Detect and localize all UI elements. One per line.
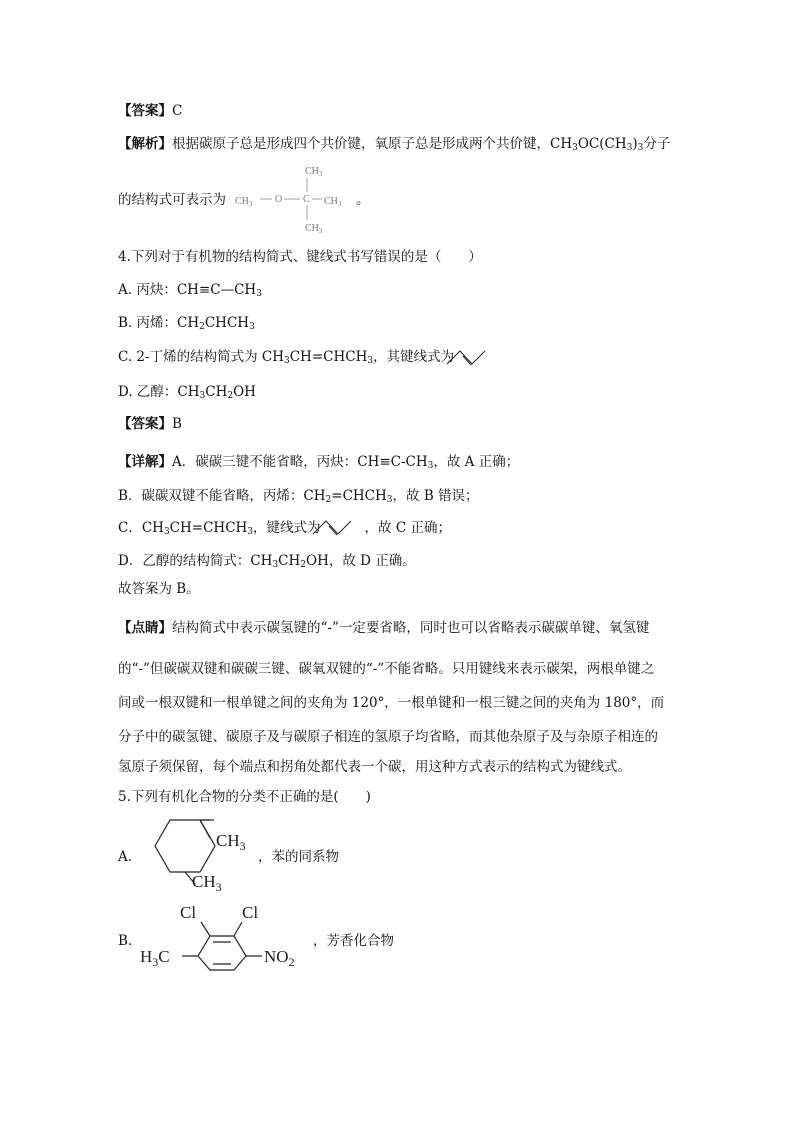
- analysis-tag: 【解析】: [118, 136, 172, 152]
- detail-text: CH=CHCH: [169, 520, 248, 536]
- answer-tag: 【答案】: [118, 103, 172, 119]
- subscript: 3: [272, 560, 279, 570]
- struct-b-cl-1: Cl: [180, 903, 197, 922]
- q4-option-d: [118, 382, 256, 402]
- structure-dichloro-methyl-nitrobenzene: [138, 898, 308, 978]
- subscript: 3: [637, 143, 644, 153]
- detail-line-b: [118, 486, 479, 506]
- struct-ch3-bottom: $CH_3$: [305, 223, 323, 235]
- q4-option-c: [118, 347, 454, 367]
- tip-line-4: 分子中的碳氢键、碳原子及与碳原子相连的氢原子均省略，而其他杂原子及与杂原子相连的: [118, 729, 658, 745]
- skeletal-formula-2-butene: [445, 347, 487, 367]
- detail-text: A．碳碳三键不能省略，丙炔：CH≡C-CH: [172, 454, 428, 470]
- answer-value: B: [172, 416, 182, 432]
- detail-text: ，故 B 错误；: [392, 488, 479, 504]
- tip-text: 结构简式中表示碳氢键的“-”一定要省略，同时也可以省略表示碳碳单键、氧氢键: [172, 620, 650, 636]
- subscript: 3: [386, 495, 393, 505]
- structural-formula-tbutyl-methyl-ether: [232, 160, 352, 238]
- option-text: OH: [233, 384, 256, 400]
- subscript: 2: [325, 495, 332, 505]
- detail-text: C．CH: [118, 520, 164, 536]
- subscript: 3: [256, 289, 262, 299]
- detail-text: CH: [278, 553, 301, 569]
- subscript: 3: [199, 391, 206, 401]
- q5-option-b-label: B.: [118, 933, 133, 949]
- struct-line-q3: [118, 190, 226, 210]
- struct-suffix: 。: [356, 192, 370, 208]
- subscript: 3: [427, 461, 434, 471]
- struct-ch3-left: $CH_3$: [235, 196, 253, 208]
- detail-text: =CHCH: [331, 488, 387, 504]
- struct-b-h3c: $H_3C$: [140, 947, 170, 969]
- question-4-stem: 4.下列对于有机物的结构简式、键线式书写错误的是（ ）: [118, 249, 482, 265]
- subscript: 3: [626, 143, 633, 153]
- detail-text: ，故 C 正确；: [364, 520, 451, 536]
- subscript: 2: [300, 560, 307, 570]
- formula-part: 分子: [643, 136, 671, 152]
- subscript: 3: [163, 527, 170, 537]
- answer-line-q4: [118, 414, 182, 434]
- subscript: 3: [247, 527, 254, 537]
- detail-line-c: [118, 518, 451, 538]
- struct-c: C: [303, 194, 310, 205]
- struct-b-cl-2: Cl: [242, 903, 259, 922]
- struct-ch3-top: $CH_3$: [305, 166, 323, 178]
- struct-b-no2: $NO_2$: [264, 947, 295, 969]
- subscript: 3: [249, 322, 255, 332]
- struct-o: O: [275, 194, 283, 205]
- answer-tag: 【答案】: [118, 416, 172, 432]
- subscript: 3: [283, 356, 290, 366]
- option-text: C. 2-丁烯的结构简式为 CH: [118, 349, 284, 365]
- q4-option-a: [118, 280, 262, 300]
- option-text: CH: [205, 384, 228, 400]
- skeletal-formula-2-butene-detail: [311, 517, 353, 537]
- analysis-text: 根据碳原子总是形成四个共价键，氧原子总是形成两个共价键，CH: [172, 136, 573, 152]
- detail-text: D．乙醇的结构简式：CH: [118, 553, 273, 569]
- tip-line-5: 氢原子须保留，每个端点和拐角处都代表一个碳，用这种方式表示的结构式为键线式。: [118, 759, 631, 775]
- question-5-stem: 5.下列有机化合物的分类不正确的是( ): [118, 789, 371, 805]
- struct-a-ch3-1: $CH_3$: [216, 831, 246, 853]
- subscript: 2: [227, 391, 234, 401]
- conclusion: 故答案为 B。: [118, 581, 200, 597]
- option-text: A. 丙炔：CH≡C—CH: [118, 282, 257, 298]
- detail-text: B．碳碳双键不能省略，丙烯：CH: [118, 488, 326, 504]
- struct-ch3-right: $CH_3$: [324, 196, 342, 208]
- subscript: 3: [367, 356, 374, 366]
- analysis-line: [118, 134, 670, 154]
- option-text: CHCH: [204, 315, 250, 331]
- tip-line-3: 间或一根双键和一根单键之间的夹角为 120°，一根单键和一根三键之间的夹角为 180°，而: [118, 695, 665, 711]
- tip-line-1: [118, 618, 649, 638]
- option-text: B. 丙烯：CH: [118, 315, 200, 331]
- struct-a-ch3-2: $CH_3$: [192, 872, 222, 894]
- detail-tag: 【详解】: [118, 454, 172, 470]
- detail-line-d: [118, 551, 416, 571]
- option-text: ，其键线式为: [373, 349, 455, 365]
- option-text: CH=CHCH: [289, 349, 368, 365]
- option-text: D. 乙醇：CH: [118, 384, 200, 400]
- q4-option-b: [118, 313, 255, 333]
- tip-tag: 【点睛】: [118, 620, 172, 636]
- q5-option-a-label: A.: [118, 849, 133, 865]
- formula-part: ): [632, 136, 638, 152]
- detail-line-a: [118, 452, 519, 472]
- answer-line-q3: [118, 101, 182, 121]
- detail-text: ，键线式为: [253, 520, 321, 536]
- tip-line-2: 的“-”但碳碳双键和碳碳三键、碳氧双键的“-”不能省略。只用键线来表示碳架，两根单键之: [118, 661, 655, 677]
- q5-option-a-text: ，苯的同系物: [258, 849, 339, 865]
- structure-1-2-dimethylcyclohexane: [140, 812, 260, 894]
- struct-prefix: 的结构式可表示为: [118, 192, 226, 208]
- subscript: 3: [572, 143, 578, 153]
- detail-text: OH，故 D 正确。: [306, 553, 416, 569]
- q5-option-b-text: ，芳香化合物: [313, 933, 394, 949]
- detail-text: ，故 A 正确；: [433, 454, 520, 470]
- formula-part: OC(CH: [577, 136, 627, 152]
- answer-value: C: [172, 103, 183, 119]
- subscript: 2: [199, 322, 205, 332]
